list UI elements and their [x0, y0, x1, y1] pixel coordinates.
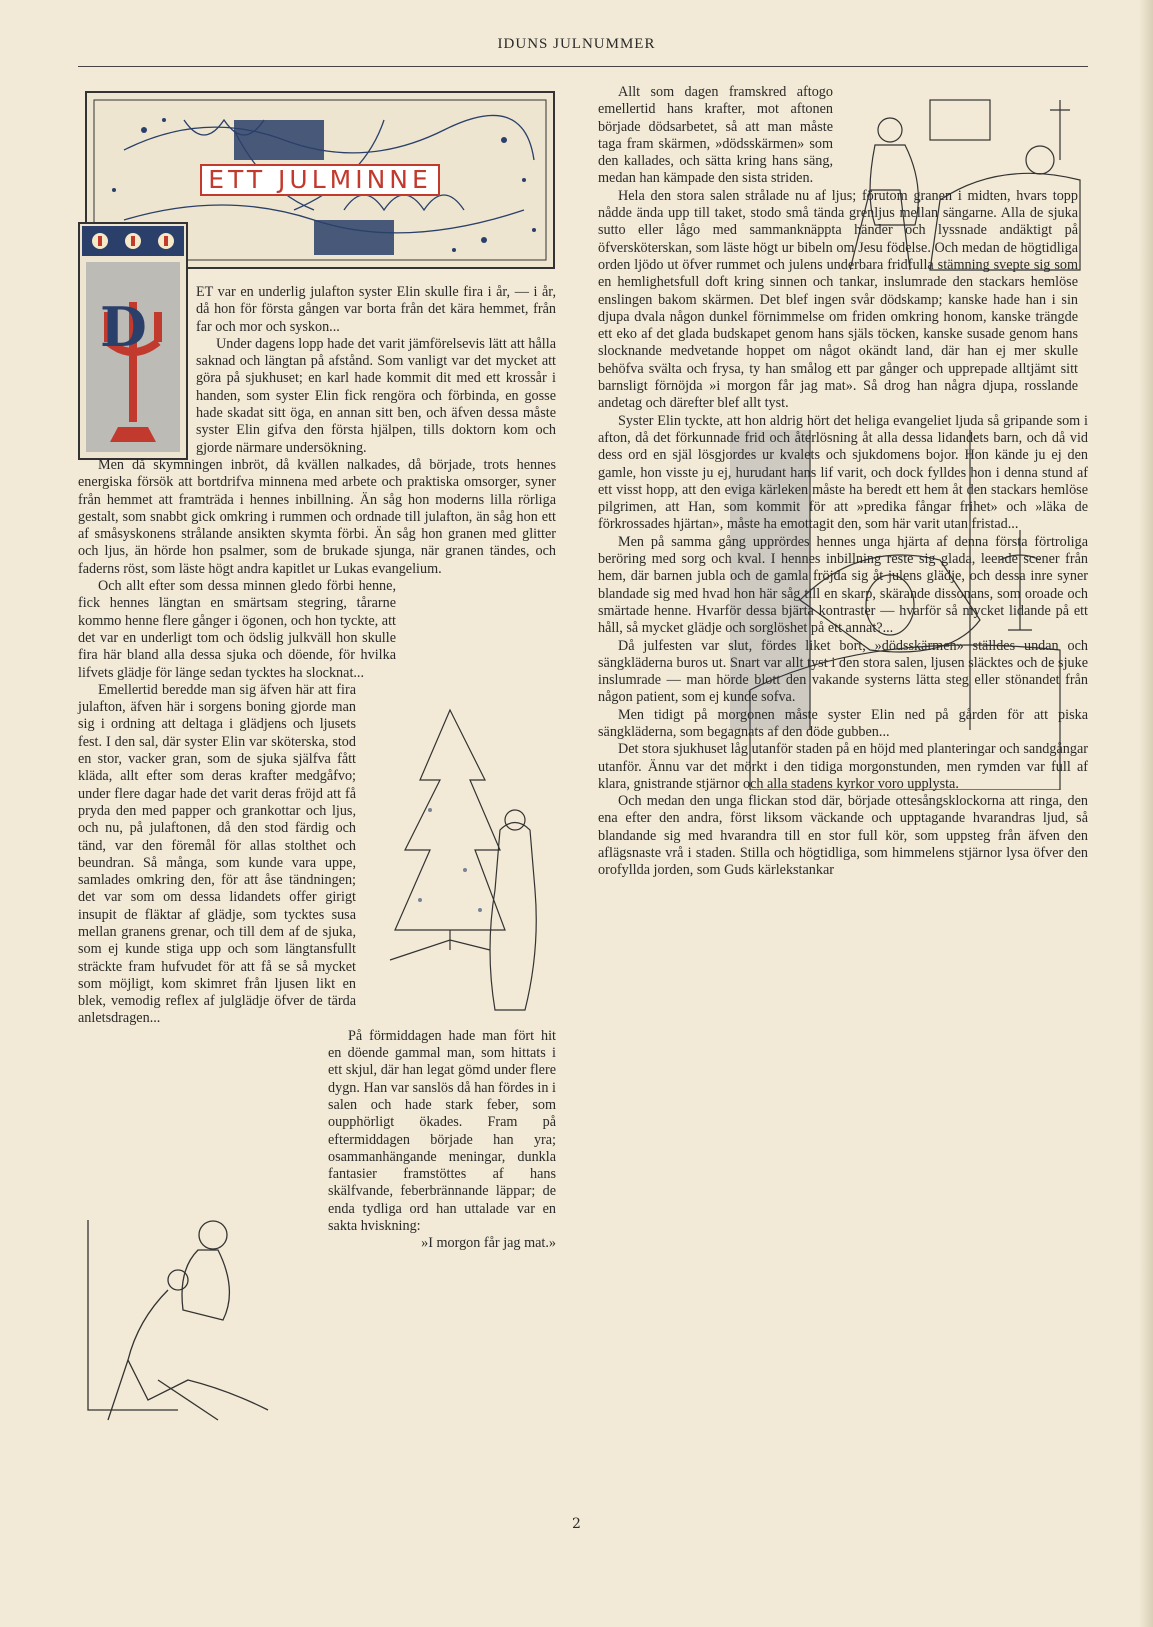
header-rule: [78, 66, 1088, 67]
paragraph: Det stora sjukhuset låg utanför staden på en höjd med planteringar och sandgångar utanför. Ännu var det mörkt i den tidiga morgonstunden, men rymden var full af klara, gnistrande stjärnor och alla stadens kyrkor voro upplysta.: [598, 741, 1088, 792]
christmas-tree-ward-illustration: [380, 700, 560, 1040]
paragraph: Syster Elin tyckte, att hon aldrig hört det heliga evangeliet ljuda så gripande som i afton, då det förkunnade frid och återlösning åt alla dessa lidandets barn, och då vid dess ord en själ lösgjordes ur kvalets och sjukdomens bojor. Hon kände ju ej den gamle, hon visste ju ej, hurudant hans lif varit, och dock fylldes hon i denna stund af ett visst hopp, att den eviga kärleken måste ha beredt ett hem åt den stackars hemlöse pilgrimen, att Han, som kommit för att »predika fångar frihet» och »läka de förkrossades hjärtan», måste ha emottagit den, som här varit utan fristad...: [598, 412, 1088, 533]
article-column-right: [598, 84, 1088, 880]
paragraph: ET var en underlig julafton syster Elin skulle fira i år, — i år, då hon för första gången var borta från det kära hemmet, från far och mor och syskon...: [196, 284, 556, 335]
paragraph: Allt som dagen framskred aftogo emellertid hans krafter, mot aftonen började dödsarbetet, så att man måste taga fram skärmen, »dödsskärmen» som den kallades, och sätta kring hans säng, medan han kämpade den sista striden.: [598, 84, 833, 187]
initial-letter: D: [100, 295, 147, 359]
page-edge: [1139, 0, 1153, 1627]
paragraph: På förmiddagen hade man fört hit en döende gammal man, som hittats i ett skjul, där han legat gömd under flere dygn. Han var sanslös då han fördes in i salen och hade stark feber, som oupphörligt ökades. Fram på eftermiddagen började han yra; osammanhängande meningar, dunkla fantasier framstöttes af hans skälfvande, feberbrännande läppar; de enda tydliga ord han uttalade var en sakta hviskning:: [328, 1027, 556, 1235]
paragraph: Och allt efter som dessa minnen gledo förbi henne, fick hennes längtan en smärtsam stegring, tårarne kommo henne flere gånger i ögonen, och hon tyckte, att det var en underligt tom och ödslig julkväll hon skulle fira här bland alla dessa sjuka och döende, för hvilka lifvets glädje för länge sedan tycktes ha slocknat...: [78, 578, 396, 681]
article-title: ETT JULMINNE: [200, 164, 440, 196]
page-number: 2: [572, 1516, 581, 1532]
paragraph: »I morgon får jag mat.»: [421, 1235, 556, 1252]
paragraph: Då julfesten var slut, fördes liket bort, »dödsskärmen» ställdes undan och sängkläderna buros ut. Snart var allt tyst i den stora salen, ljusen släcktes och de sjuke inslumrade — man hörde blott den vakande systerns lätta steg eller stönandet från någon patient, som ej kunde sofva.: [598, 637, 1088, 706]
paragraph: Men då skymningen inbröt, då kvällen nalkades, då började, trots hennes energiska försök att bortdrifva minnena med arbete och praktiska omsorger, syner från hemmet att framträda i hennes inbillning. Än såg hon moderns lilla rörliga gestalt, som snabbt gick omkring i rummen och ordnade till julafton, än såg hon ett af småsyskonens strålande ansikten skymta förbi. Än såg hon granen med glitter och ljus, än hörde hon psalmer, som de brukade sjunga, när granen tändes, och faderns röst, som läste högt andra kapitlet ur Lukas evangelium.: [78, 456, 556, 577]
paragraph: Men tidigt på morgonen måste syster Elin ned på gården för att piska sängkläderna, som begagnats af den döde gubben...: [598, 706, 1088, 740]
paragraph: Och medan den unga flickan stod där, började ottesångsklockorna att ringa, den ena efter den andra, först liksom väckande och upptagande hvarandras ljud, så blandande sig med hvarandra till en stor full kör, som uppsteg från äfven den aflägsnaste vrå i staden. Stilla och högtidliga, som himmelens stjärnor lysa öfver den orofyllda jorden, som Guds kärlekstankar: [598, 793, 1088, 879]
paragraph: Emellertid beredde man sig äfven här att fira julafton, äfven här i sorgens boning gjorde man sig i ordning att deltaga i glädjens och ljusets fest. I den sal, där syster Elin var sköterska, stod en stor, vacker gran, som de sjuka själfva fått kläda, allt efter som deras krafter medgåfvo; under flere dagar hade det varit deras fröjd att få pryda den med papper och grankottar och ljus, och nu, på julaftonen, då den stod färdig och tänd, var den föremål för allas stolthet och beundran. Så många, som kunde vara uppe, samlades omkring den, för att åse tändningen; det var som om dessa lidandets offer girigt insupit de fläktar af glädje, som tycktes susa mellan granens grenar, och till dem af de sjuka, som ej kunde stiga upp och som längtansfullt sträckte fram hufvudet för att få se så mycket som möjligt, kom skimret från ljusen likt en blek, vemodig reflex af julglädje öfver de tärda anletsdragen...: [78, 681, 356, 1027]
paragraph: Hela den stora salen strålade nu af ljus; förutom granen i midten, hvars topp nådde ända upp till taket, stodo små tända grenljus mellan sängarne. Alla de sjuka sutto eller lågo med sammanknäppta händer och lyssnade andäktigt på öfversköterskan, som läste högt ur bibeln om Jesu födelse. Och medan de högtidliga orden ljödo ut öfver rummet och julens underbara fridfulla stämning svepte sig som en hemlighetsfull doft kring sinnen och tankar, inslumrade den stackars hemlöse enslingen bakom skärmen. Det blef ingen svår dödskamp; kanske hade han i sin djupa dvala någon dunkel förnimmelse om friden omkring honom, kanske trängde ett eko af det glada budskapet genom hans själs töcken, kanske susade genom hans slocknande medvetande hoppet om något okändt land, där han ej mer skulle behöfva svälta och frysa, ty han smålog ett par gånger och upprepade alltjämt sitt barnsligt förnöjda »i morgon får jag mat». Så drog han några djupa, rosslande andetag och därefter blef allt tyst.: [598, 187, 1078, 412]
paragraph: Men på samma gång upprördes hennes unga hjärta af denna första förtroliga beröring med sorg och kval. I hennes inbillning reste sig glada, leende scener från hem, där barnen jubla och de gamla fröjda sig åt julens glädje, och dessa inre syner blandade sig med hvad hon här såg till en skarp, skärande dissonans, som oroade och smärtade henne. Hvarför dessa bjärta kontraster — hvarför så mycket lidande på ett håll, så mycket glädje och sorglöshet på ett annat?...: [598, 533, 1088, 637]
running-head: IDUNS JULNUMMER: [497, 36, 656, 52]
rescue-scene-illustration: [78, 1210, 328, 1440]
paragraph: Under dagens lopp hade det varit jämförelsevis lätt att hålla saknad och längtan på afstånd. Som vanligt var det mycket att göra på sjukhuset; en karl hade kommit dit med ett krossår i handen, som syster Elin fick rengöra och förbinda, en gosse hade skadat sitt öga, en annan sitt ben, och äfven dessa måste syster Elin gifva den första hjälpen, tills doktorn kom och gjorde närmare undersökning.: [196, 335, 556, 456]
